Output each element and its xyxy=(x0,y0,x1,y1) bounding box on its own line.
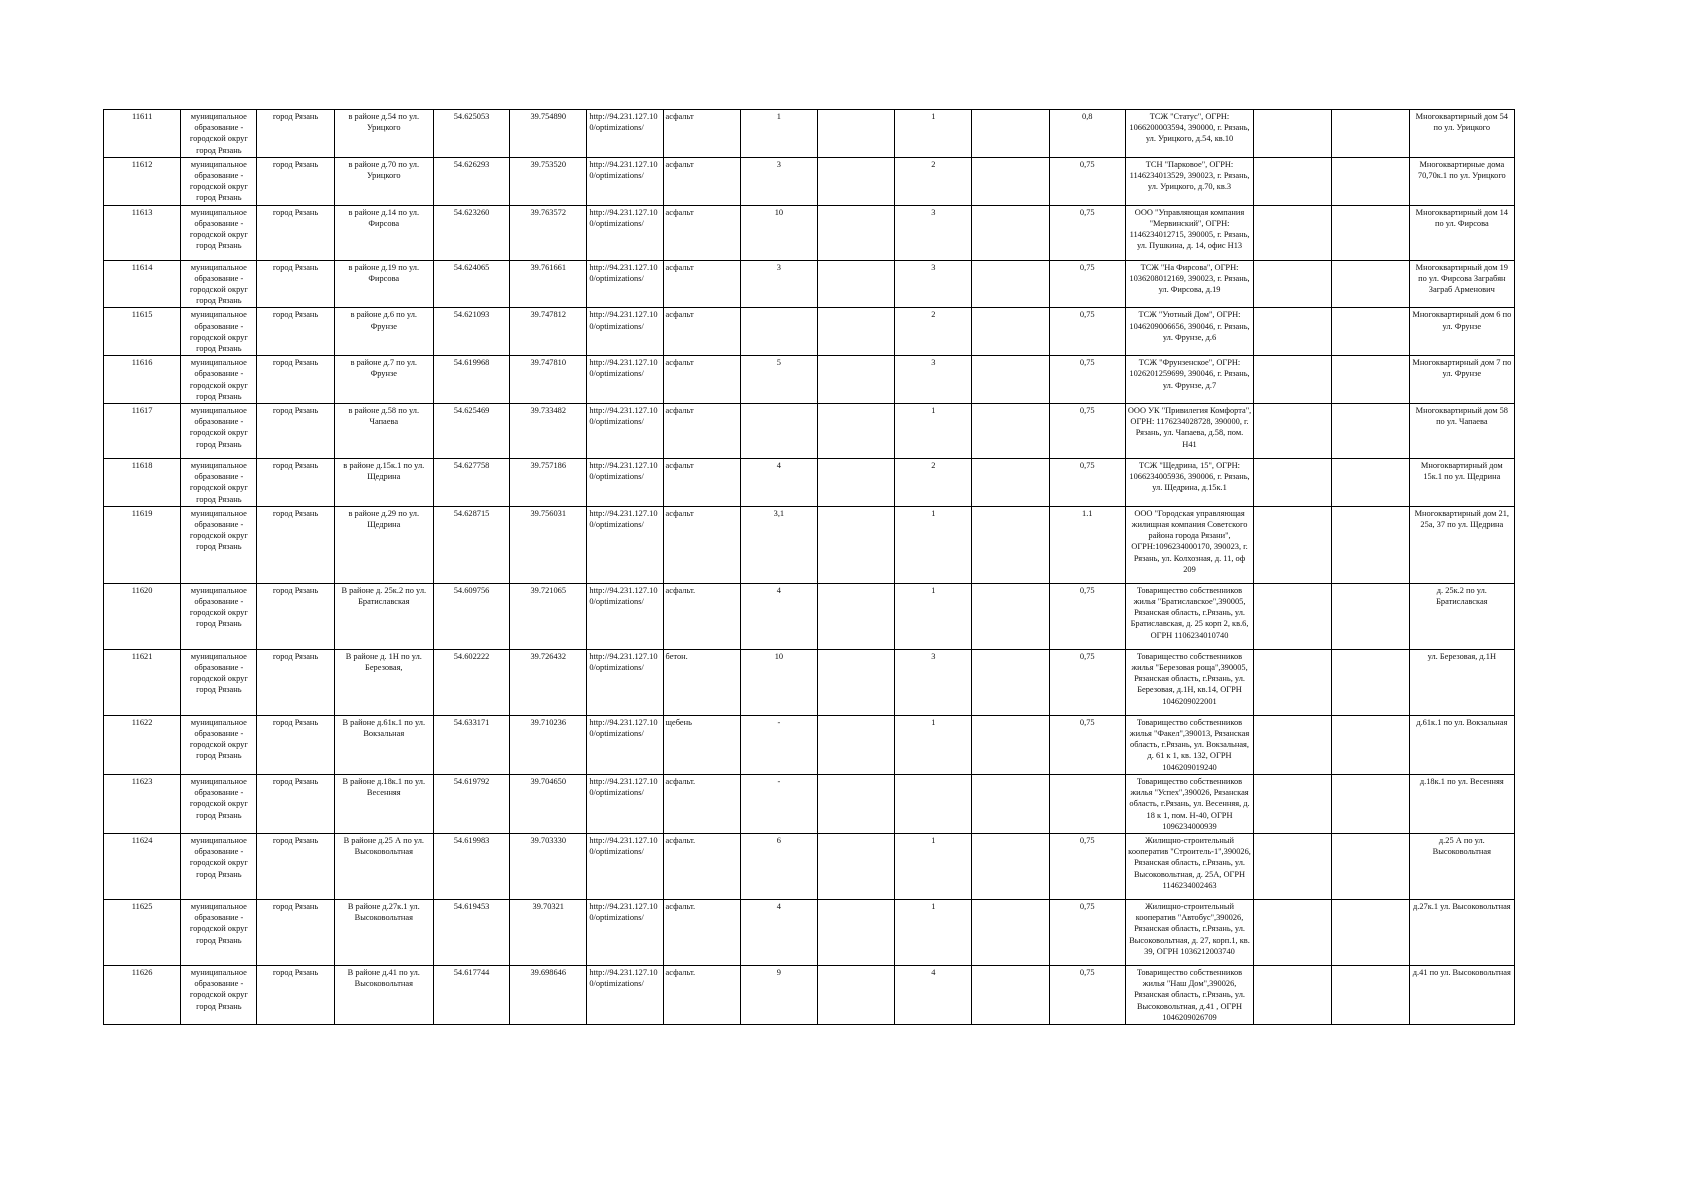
cell-col-9: 9 xyxy=(740,965,817,1024)
cell-surface: асфальт xyxy=(663,506,740,583)
cell-id: 11621 xyxy=(104,649,181,715)
cell-col-9: 10 xyxy=(740,205,817,260)
cell-source: Многоквартирный дом 6 по ул. Фрунзе xyxy=(1409,308,1514,356)
cell-surface: асфальт xyxy=(663,110,740,158)
cell-surface: асфальт. xyxy=(663,583,740,649)
cell-latitude: 54.609756 xyxy=(433,583,509,649)
cell-surface: асфальт. xyxy=(663,833,740,899)
table-row xyxy=(104,899,1515,965)
cell-col-15 xyxy=(1254,583,1332,649)
cell-col-9: 3 xyxy=(740,260,817,308)
cell-col-16 xyxy=(1332,965,1409,1024)
cell-col-9: 4 xyxy=(740,899,817,965)
cell-col-12 xyxy=(972,157,1049,205)
cell-latitude: 54.628715 xyxy=(433,506,509,583)
cell-url: http://94.231.127.100/optimizations/ xyxy=(587,356,663,404)
cell-longitude: 39.70321 xyxy=(510,899,587,965)
cell-longitude: 39.757186 xyxy=(510,459,587,507)
cell-source: ул. Березовая, д.1Н xyxy=(1409,649,1514,715)
cell-col-12 xyxy=(972,583,1049,649)
cell-latitude: 54.626293 xyxy=(433,157,509,205)
cell-col-9: 3 xyxy=(740,157,817,205)
cell-longitude: 39.747810 xyxy=(510,356,587,404)
cell-longitude: 39.726432 xyxy=(510,649,587,715)
cell-entity: муниципальное образование - городской округ город Рязань xyxy=(181,308,257,356)
cell-col-15 xyxy=(1254,506,1332,583)
cell-id: 11617 xyxy=(104,404,181,459)
cell-col-15 xyxy=(1254,356,1332,404)
cell-url: http://94.231.127.100/optimizations/ xyxy=(587,583,663,649)
cell-col-11: 1 xyxy=(895,583,972,649)
cell-longitude: 39.710236 xyxy=(510,715,587,774)
cell-col-13: 0,75 xyxy=(1049,356,1125,404)
cell-col-15 xyxy=(1254,110,1332,158)
cell-col-10 xyxy=(817,965,894,1024)
cell-col-15 xyxy=(1254,459,1332,507)
cell-id: 11612 xyxy=(104,157,181,205)
cell-source: д. 25к.2 по ул. Братиславская xyxy=(1409,583,1514,649)
cell-col-11: 1 xyxy=(895,833,972,899)
cell-latitude: 54.617744 xyxy=(433,965,509,1024)
cell-locality: город Рязань xyxy=(257,308,334,356)
cell-address: в районе д.6 по ул. Фрунзе xyxy=(334,308,433,356)
cell-address: в районе д.15к.1 по ул. Щедрина xyxy=(334,459,433,507)
cell-url: http://94.231.127.100/optimizations/ xyxy=(587,715,663,774)
cell-col-10 xyxy=(817,205,894,260)
cell-surface: асфальт xyxy=(663,308,740,356)
cell-col-13: 0,75 xyxy=(1049,649,1125,715)
cell-col-15 xyxy=(1254,649,1332,715)
cell-owner: ТСЖ "Щедрина, 15", ОГРН: 1066234005936, 390006, г. Рязань, ул. Щедрина, д.15к.1 xyxy=(1125,459,1253,507)
cell-col-16 xyxy=(1332,157,1409,205)
cell-entity: муниципальное образование - городской округ город Рязань xyxy=(181,649,257,715)
cell-latitude: 54.627758 xyxy=(433,459,509,507)
cell-locality: город Рязань xyxy=(257,965,334,1024)
cell-col-16 xyxy=(1332,899,1409,965)
cell-col-13: 0,75 xyxy=(1049,583,1125,649)
cell-col-11: 1 xyxy=(895,899,972,965)
sites-table-body xyxy=(104,110,1515,1025)
cell-col-16 xyxy=(1332,356,1409,404)
cell-longitude: 39.721065 xyxy=(510,583,587,649)
cell-col-10 xyxy=(817,899,894,965)
cell-id: 11626 xyxy=(104,965,181,1024)
cell-col-10 xyxy=(817,459,894,507)
cell-locality: город Рязань xyxy=(257,110,334,158)
cell-locality: город Рязань xyxy=(257,404,334,459)
cell-entity: муниципальное образование - городской округ город Рязань xyxy=(181,157,257,205)
cell-col-11 xyxy=(895,774,972,833)
cell-url: http://94.231.127.100/optimizations/ xyxy=(587,205,663,260)
cell-col-16 xyxy=(1332,404,1409,459)
cell-owner: ТСЖ "На Фирсова", ОГРН: 1036208012169, 390023, г. Рязань, ул. Фирсова, д.19 xyxy=(1125,260,1253,308)
cell-id: 11624 xyxy=(104,833,181,899)
cell-col-10 xyxy=(817,715,894,774)
cell-col-12 xyxy=(972,308,1049,356)
cell-col-12 xyxy=(972,506,1049,583)
cell-col-13: 0,8 xyxy=(1049,110,1125,158)
cell-col-11: 1 xyxy=(895,110,972,158)
cell-col-15 xyxy=(1254,308,1332,356)
cell-col-15 xyxy=(1254,404,1332,459)
cell-url: http://94.231.127.100/optimizations/ xyxy=(587,965,663,1024)
cell-locality: город Рязань xyxy=(257,715,334,774)
cell-owner: ТСЖ "Фрунзенское", ОГРН: 1026201259699, 390046, г. Рязань, ул. Фрунзе, д.7 xyxy=(1125,356,1253,404)
cell-locality: город Рязань xyxy=(257,157,334,205)
cell-source: д.18к.1 по ул. Весенняя xyxy=(1409,774,1514,833)
cell-col-11: 1 xyxy=(895,404,972,459)
cell-col-12 xyxy=(972,356,1049,404)
table-row xyxy=(104,260,1515,308)
cell-source: Многоквартирный дом 19 по ул. Фирсова Заграбян Заграб Арменович xyxy=(1409,260,1514,308)
table-row xyxy=(104,583,1515,649)
cell-source: Многоквартирный дом 58 по ул. Чапаева xyxy=(1409,404,1514,459)
cell-col-9: 10 xyxy=(740,649,817,715)
cell-col-10 xyxy=(817,157,894,205)
cell-col-12 xyxy=(972,715,1049,774)
cell-locality: город Рязань xyxy=(257,205,334,260)
cell-url: http://94.231.127.100/optimizations/ xyxy=(587,308,663,356)
cell-latitude: 54.619792 xyxy=(433,774,509,833)
table-row xyxy=(104,459,1515,507)
cell-col-15 xyxy=(1254,157,1332,205)
cell-url: http://94.231.127.100/optimizations/ xyxy=(587,649,663,715)
cell-owner: ТСЖ "Уютный Дом", ОГРН: 1046209006656, 390046, г. Рязань, ул. Фрунзе, д.6 xyxy=(1125,308,1253,356)
cell-surface: асфальт xyxy=(663,205,740,260)
cell-owner: Товарищество собственников жилья "Братиславское",390005, Рязанская область, г.Рязань, ул. Братиславская, д. 25 корп 2, кв.6, ОГРН 1106234010740 xyxy=(1125,583,1253,649)
cell-url: http://94.231.127.100/optimizations/ xyxy=(587,110,663,158)
cell-id: 11616 xyxy=(104,356,181,404)
cell-locality: город Рязань xyxy=(257,833,334,899)
cell-entity: муниципальное образование - городской округ город Рязань xyxy=(181,260,257,308)
cell-col-12 xyxy=(972,649,1049,715)
cell-source: д.25 А по ул. Высоковольтная xyxy=(1409,833,1514,899)
cell-col-10 xyxy=(817,506,894,583)
cell-owner: ООО "Городская управляющая жилищная компания Советского района города Рязани", ОГРН:1096234000170, 390023, г. Рязань, ул. Колхозная, д. 11, оф 209 xyxy=(1125,506,1253,583)
table-row xyxy=(104,774,1515,833)
cell-locality: город Рязань xyxy=(257,459,334,507)
cell-col-15 xyxy=(1254,899,1332,965)
cell-url: http://94.231.127.100/optimizations/ xyxy=(587,899,663,965)
cell-col-9 xyxy=(740,404,817,459)
cell-address: в районе д.70 по ул. Урицкого xyxy=(334,157,433,205)
cell-locality: город Рязань xyxy=(257,649,334,715)
table-row xyxy=(104,833,1515,899)
cell-col-16 xyxy=(1332,833,1409,899)
cell-surface: бетон. xyxy=(663,649,740,715)
cell-entity: муниципальное образование - городской округ город Рязань xyxy=(181,459,257,507)
cell-col-16 xyxy=(1332,583,1409,649)
sites-table xyxy=(103,109,1515,1025)
cell-col-15 xyxy=(1254,833,1332,899)
cell-col-13: 0,75 xyxy=(1049,459,1125,507)
table-row xyxy=(104,506,1515,583)
cell-address: в районе д.58 по ул. Чапаева xyxy=(334,404,433,459)
cell-entity: муниципальное образование - городской округ город Рязань xyxy=(181,356,257,404)
cell-col-13: 0,75 xyxy=(1049,899,1125,965)
cell-longitude: 39.763572 xyxy=(510,205,587,260)
cell-col-15 xyxy=(1254,205,1332,260)
cell-longitude: 39.747812 xyxy=(510,308,587,356)
table-row xyxy=(104,404,1515,459)
cell-col-13: 0,75 xyxy=(1049,260,1125,308)
cell-col-11: 1 xyxy=(895,715,972,774)
cell-col-13: 1.1 xyxy=(1049,506,1125,583)
cell-address: В районе д. 1Н по ул. Березовая, xyxy=(334,649,433,715)
cell-col-10 xyxy=(817,260,894,308)
cell-longitude: 39.703330 xyxy=(510,833,587,899)
cell-source: д.61к.1 по ул. Вокзальная xyxy=(1409,715,1514,774)
cell-source: Многоквартирный дом 14 по ул. Фирсова xyxy=(1409,205,1514,260)
cell-col-9: 6 xyxy=(740,833,817,899)
cell-id: 11614 xyxy=(104,260,181,308)
cell-col-12 xyxy=(972,110,1049,158)
cell-col-11: 4 xyxy=(895,965,972,1024)
cell-owner: Жилищно-строительный кооператив "Автобус",390026, Рязанская область, г.Рязань, ул. Высоковольтная, д. 27, корп.1, кв. 39, ОГРН 1036212003740 xyxy=(1125,899,1253,965)
cell-entity: муниципальное образование - городской округ город Рязань xyxy=(181,715,257,774)
cell-longitude: 39.761661 xyxy=(510,260,587,308)
cell-url: http://94.231.127.100/optimizations/ xyxy=(587,459,663,507)
cell-col-13: 0,75 xyxy=(1049,715,1125,774)
cell-surface: щебень xyxy=(663,715,740,774)
cell-url: http://94.231.127.100/optimizations/ xyxy=(587,157,663,205)
cell-col-11: 3 xyxy=(895,356,972,404)
cell-entity: муниципальное образование - городской округ город Рязань xyxy=(181,774,257,833)
cell-col-11: 2 xyxy=(895,157,972,205)
cell-longitude: 39.733482 xyxy=(510,404,587,459)
cell-col-11: 3 xyxy=(895,649,972,715)
cell-col-12 xyxy=(972,965,1049,1024)
cell-owner: Жилищно-строительный кооператив "Строитель-1",390026, Рязанская область, г.Рязань, ул. Высоковольтная, д. 25А, ОГРН 1146234002463 xyxy=(1125,833,1253,899)
cell-id: 11611 xyxy=(104,110,181,158)
cell-latitude: 54.602222 xyxy=(433,649,509,715)
cell-col-12 xyxy=(972,260,1049,308)
cell-col-16 xyxy=(1332,308,1409,356)
cell-owner: ООО "Управляющая компания "Мервинский", ОГРН: 1146234012715, 390005, г. Рязань, ул. Пушкина, д. 14, офис Н13 xyxy=(1125,205,1253,260)
cell-col-10 xyxy=(817,583,894,649)
cell-col-13: 0,75 xyxy=(1049,205,1125,260)
cell-source: Многоквартирный дом 15к.1 по ул. Щедрина xyxy=(1409,459,1514,507)
cell-source: Многоквартирные дома 70,70к.1 по ул. Урицкого xyxy=(1409,157,1514,205)
cell-id: 11625 xyxy=(104,899,181,965)
cell-owner: ТСН "Парковое", ОГРН: 1146234013529, 390023, г. Рязань, ул. Урицкого, д.70, кв.3 xyxy=(1125,157,1253,205)
cell-surface: асфальт xyxy=(663,157,740,205)
cell-surface: асфальт. xyxy=(663,965,740,1024)
cell-owner: Товарищество собственников жилья "Факел",390013, Рязанская область, г.Рязань, ул. Вокзальная, д. 61 к 1, кв. 132, ОГРН 1046209019240 xyxy=(1125,715,1253,774)
cell-col-10 xyxy=(817,356,894,404)
cell-url: http://94.231.127.100/optimizations/ xyxy=(587,774,663,833)
cell-address: В районе д. 25к.2 по ул. Братиславская xyxy=(334,583,433,649)
cell-col-10 xyxy=(817,110,894,158)
cell-col-16 xyxy=(1332,110,1409,158)
cell-col-9: - xyxy=(740,715,817,774)
cell-col-11: 1 xyxy=(895,506,972,583)
cell-col-12 xyxy=(972,205,1049,260)
cell-col-13: 0,75 xyxy=(1049,404,1125,459)
cell-col-16 xyxy=(1332,715,1409,774)
cell-col-12 xyxy=(972,899,1049,965)
cell-latitude: 54.625053 xyxy=(433,110,509,158)
table-row xyxy=(104,356,1515,404)
cell-col-16 xyxy=(1332,459,1409,507)
cell-latitude: 54.625469 xyxy=(433,404,509,459)
cell-col-9 xyxy=(740,308,817,356)
cell-col-11: 3 xyxy=(895,205,972,260)
cell-source: д.27к.1 ул. Высоковольтная xyxy=(1409,899,1514,965)
cell-col-16 xyxy=(1332,506,1409,583)
cell-source: Многоквартирный дом 54 по ул. Урицкого xyxy=(1409,110,1514,158)
cell-address: в районе д.19 по ул. Фирсова xyxy=(334,260,433,308)
cell-col-11: 3 xyxy=(895,260,972,308)
cell-longitude: 39.754890 xyxy=(510,110,587,158)
cell-address: В районе д.25 А по ул. Высоковольтная xyxy=(334,833,433,899)
cell-locality: город Рязань xyxy=(257,260,334,308)
cell-col-16 xyxy=(1332,205,1409,260)
cell-entity: муниципальное образование - городской округ город Рязань xyxy=(181,110,257,158)
cell-latitude: 54.623260 xyxy=(433,205,509,260)
cell-latitude: 54.624065 xyxy=(433,260,509,308)
cell-source: Многоквартирный дом 7 по ул. Фрунзе xyxy=(1409,356,1514,404)
cell-col-10 xyxy=(817,774,894,833)
cell-address: в районе д.29 по ул. Щедрина xyxy=(334,506,433,583)
cell-latitude: 54.619453 xyxy=(433,899,509,965)
cell-col-12 xyxy=(972,404,1049,459)
table-row xyxy=(104,649,1515,715)
table-row xyxy=(104,110,1515,158)
cell-entity: муниципальное образование - городской округ город Рязань xyxy=(181,404,257,459)
cell-url: http://94.231.127.100/optimizations/ xyxy=(587,833,663,899)
cell-latitude: 54.619968 xyxy=(433,356,509,404)
cell-entity: муниципальное образование - городской округ город Рязань xyxy=(181,506,257,583)
cell-source: д.41 по ул. Высоковольтная xyxy=(1409,965,1514,1024)
cell-longitude: 39.698646 xyxy=(510,965,587,1024)
cell-col-16 xyxy=(1332,260,1409,308)
cell-col-10 xyxy=(817,833,894,899)
cell-col-12 xyxy=(972,774,1049,833)
cell-id: 11618 xyxy=(104,459,181,507)
table-row xyxy=(104,308,1515,356)
cell-latitude: 54.633171 xyxy=(433,715,509,774)
cell-id: 11620 xyxy=(104,583,181,649)
cell-longitude: 39.704650 xyxy=(510,774,587,833)
cell-owner: ТСЖ "Статус", ОГРН: 1066200003594, 390000, г. Рязань, ул. Урицкого, д.54, кв.10 xyxy=(1125,110,1253,158)
cell-surface: асфальт xyxy=(663,260,740,308)
cell-owner: Товарищество собственников жилья "Успех",390026, Рязанская область, г.Рязань, ул. Весенняя, д. 18 к 1, пом. Н-40, ОГРН 1096234000939 xyxy=(1125,774,1253,833)
cell-url: http://94.231.127.100/optimizations/ xyxy=(587,260,663,308)
cell-entity: муниципальное образование - городской округ город Рязань xyxy=(181,899,257,965)
cell-locality: город Рязань xyxy=(257,356,334,404)
cell-locality: город Рязань xyxy=(257,899,334,965)
cell-col-11: 2 xyxy=(895,459,972,507)
cell-entity: муниципальное образование - городской округ город Рязань xyxy=(181,205,257,260)
cell-col-15 xyxy=(1254,715,1332,774)
table-row xyxy=(104,157,1515,205)
cell-longitude: 39.753520 xyxy=(510,157,587,205)
cell-col-9: 4 xyxy=(740,459,817,507)
cell-id: 11623 xyxy=(104,774,181,833)
cell-col-13: 0,75 xyxy=(1049,965,1125,1024)
cell-address: В районе д.27к.1 ул. Высоковольтная xyxy=(334,899,433,965)
cell-address: в районе д.14 по ул. Фирсова xyxy=(334,205,433,260)
cell-col-9: 1 xyxy=(740,110,817,158)
cell-entity: муниципальное образование - городской округ город Рязань xyxy=(181,833,257,899)
cell-surface: асфальт xyxy=(663,459,740,507)
cell-entity: муниципальное образование - городской округ город Рязань xyxy=(181,965,257,1024)
cell-locality: город Рязань xyxy=(257,506,334,583)
cell-surface: асфальт. xyxy=(663,899,740,965)
cell-source: Многоквартирный дом 21, 25а, 37 по ул. Щедрина xyxy=(1409,506,1514,583)
cell-surface: асфальт. xyxy=(663,774,740,833)
cell-col-12 xyxy=(972,459,1049,507)
table-row xyxy=(104,205,1515,260)
cell-id: 11615 xyxy=(104,308,181,356)
cell-col-16 xyxy=(1332,649,1409,715)
cell-col-16 xyxy=(1332,774,1409,833)
cell-col-15 xyxy=(1254,774,1332,833)
cell-col-15 xyxy=(1254,260,1332,308)
cell-col-9: 3,1 xyxy=(740,506,817,583)
cell-owner: Товарищество собственников жилья "Березовая роща",390005, Рязанская область, г.Рязань, ул. Березовая, д.1Н, кв.14, ОГРН 1046209022001 xyxy=(1125,649,1253,715)
cell-locality: город Рязань xyxy=(257,774,334,833)
cell-col-13: 0,75 xyxy=(1049,833,1125,899)
cell-col-12 xyxy=(972,833,1049,899)
cell-address: В районе д.61к.1 по ул. Вокзальная xyxy=(334,715,433,774)
cell-id: 11619 xyxy=(104,506,181,583)
cell-address: в районе д.54 по ул. Урицкого xyxy=(334,110,433,158)
cell-latitude: 54.619983 xyxy=(433,833,509,899)
cell-locality: город Рязань xyxy=(257,583,334,649)
cell-col-13 xyxy=(1049,774,1125,833)
cell-owner: ООО УК "Привилегия Комфорта", ОГРН: 1176234028728, 390000, г. Рязань, ул. Чапаева, д.58, пом. Н41 xyxy=(1125,404,1253,459)
cell-address: В районе д.18к.1 по ул. Весенняя xyxy=(334,774,433,833)
cell-col-15 xyxy=(1254,965,1332,1024)
cell-col-10 xyxy=(817,649,894,715)
cell-id: 11613 xyxy=(104,205,181,260)
cell-longitude: 39.756031 xyxy=(510,506,587,583)
cell-surface: асфальт xyxy=(663,356,740,404)
cell-address: в районе д.7 по ул. Фрунзе xyxy=(334,356,433,404)
table-row xyxy=(104,715,1515,774)
cell-col-9: 4 xyxy=(740,583,817,649)
cell-address: В районе д.41 по ул. Высоковольтная xyxy=(334,965,433,1024)
cell-col-9: 5 xyxy=(740,356,817,404)
cell-col-13: 0,75 xyxy=(1049,308,1125,356)
cell-id: 11622 xyxy=(104,715,181,774)
cell-col-9: - xyxy=(740,774,817,833)
cell-owner: Товарищество собственников жилья "Наш Дом",390026, Рязанская область, г.Рязань, ул. Высоковольтная, д.41 , ОГРН 1046209026709 xyxy=(1125,965,1253,1024)
cell-surface: асфальт xyxy=(663,404,740,459)
cell-col-11: 2 xyxy=(895,308,972,356)
cell-col-10 xyxy=(817,308,894,356)
cell-entity: муниципальное образование - городской округ город Рязань xyxy=(181,583,257,649)
table-row xyxy=(104,965,1515,1024)
cell-url: http://94.231.127.100/optimizations/ xyxy=(587,404,663,459)
cell-col-10 xyxy=(817,404,894,459)
cell-latitude: 54.621093 xyxy=(433,308,509,356)
cell-url: http://94.231.127.100/optimizations/ xyxy=(587,506,663,583)
cell-col-13: 0,75 xyxy=(1049,157,1125,205)
